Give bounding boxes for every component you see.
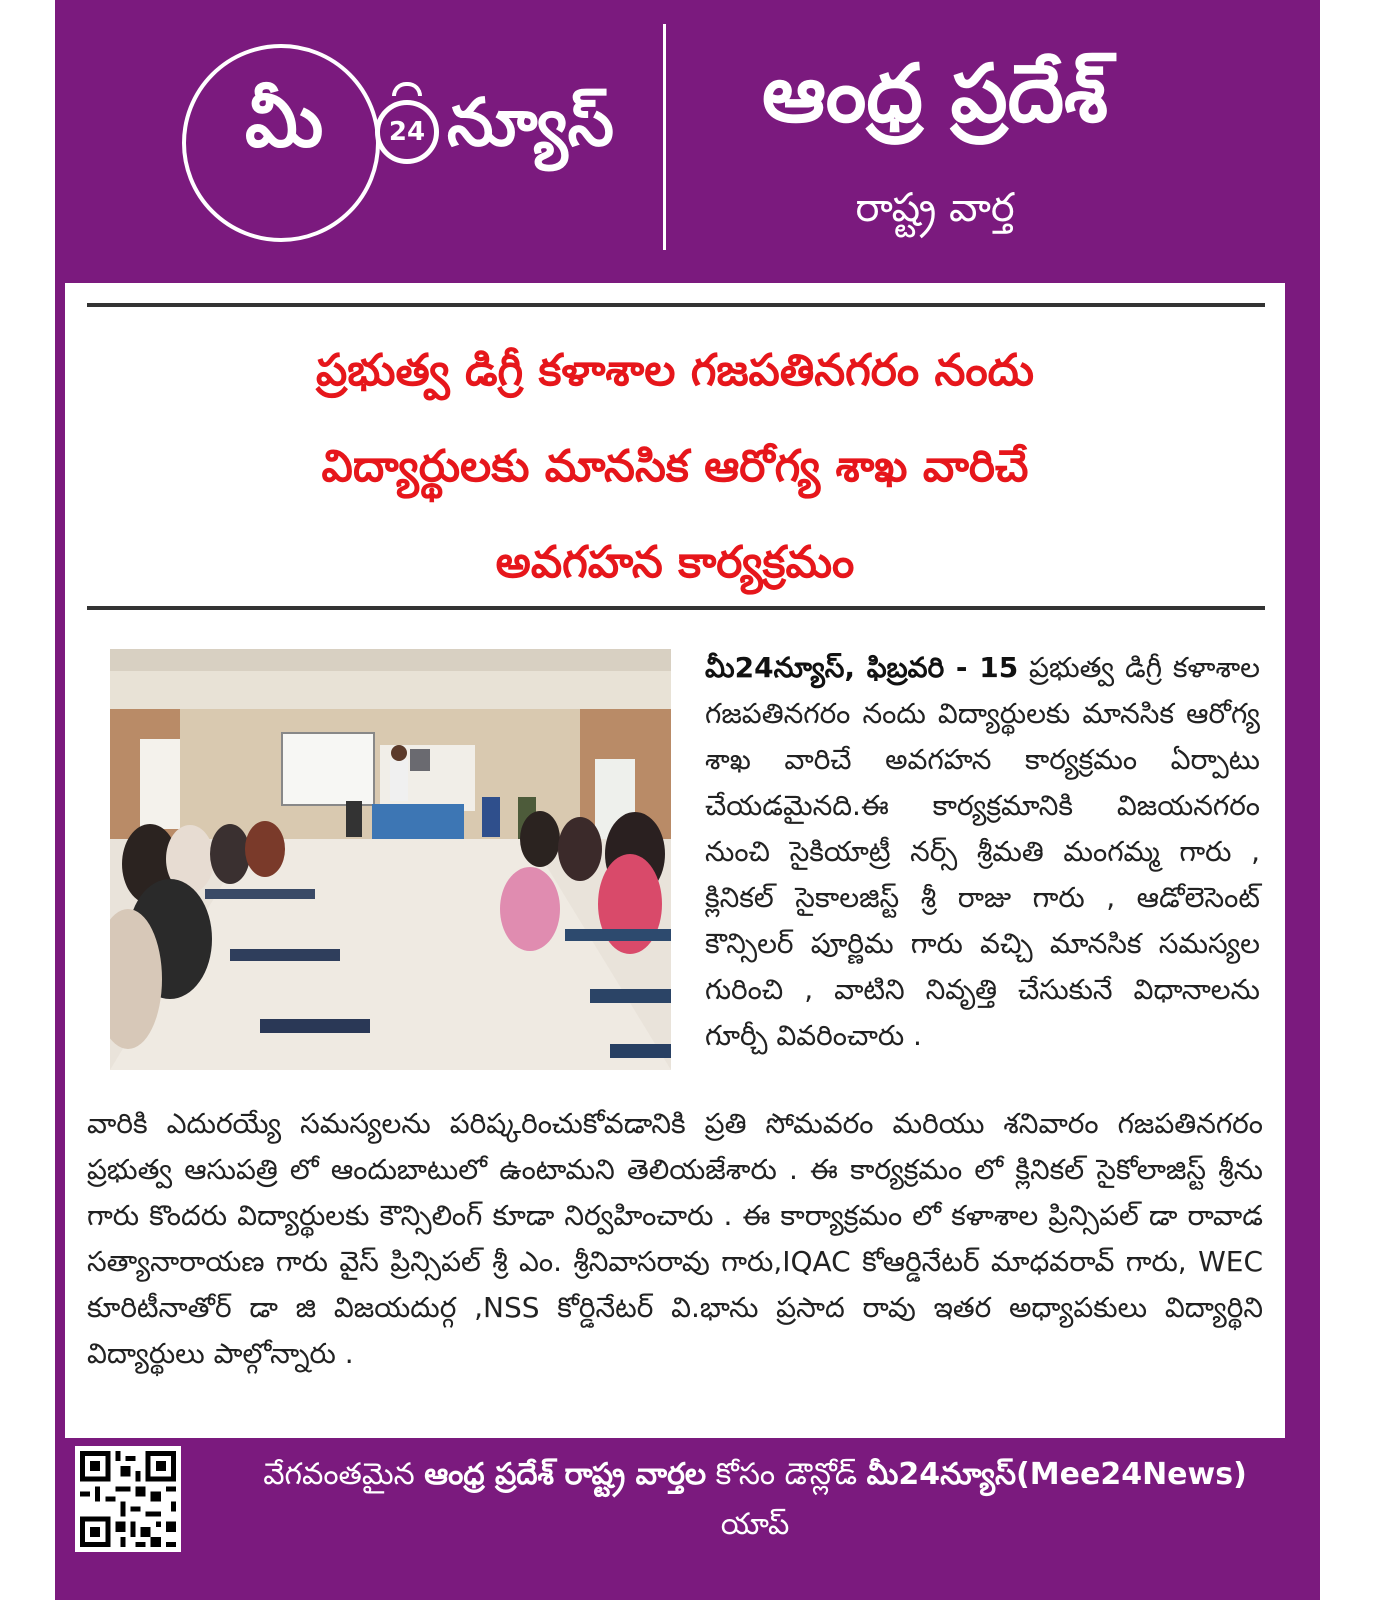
state-name: ఆంధ్ర ప్రదేశ్ [761, 47, 1109, 140]
article-lead [705, 645, 1260, 1059]
clock-icon: 24 [375, 100, 439, 164]
bottom-rule [87, 606, 1265, 610]
event-photo [110, 649, 671, 1070]
headline-line-3: అవగహన కార్యక్రమం [495, 537, 855, 588]
footer-text-before: వేగవంతమైన [263, 1457, 425, 1492]
header-banner [55, 0, 1320, 283]
state-subtitle: రాష్ట్ర వార్త [855, 185, 1015, 231]
footer-text-bold-1: ఆంధ్ర ప్రదేశ్ రాష్ట్ర వార్తల [424, 1457, 707, 1492]
footer-text-middle: కోసం డౌన్లోడ్ [706, 1457, 867, 1492]
logo-text-left: మీ [245, 78, 324, 164]
top-rule [87, 303, 1265, 307]
article-lead-text: ప్రభుత్వ డిగ్రీ కళాశాల గజపతినగరం నందు విద్యార్థులకు మానసిక ఆరోగ్య శాఖ వారిచే అవగహన కార్యక్రమం ఏర్పాటు చేయడమైనది.ఈ కార్యక్రమానికి విజయనగరం నుంచి సైకియాట్రీ నర్స్ శ్రీమతి మంగమ్మ గారు , క్లినికల్ సైకాలజిస్ట్ శ్రీ రాజు గారు , ఆడోలెసెంట్ కౌన్సిలర్ పూర్ణిమ గారు వచ్చి మానసిక సమస్యల గురించి , వాటిని నివృత్తి చేసుకునే విధానాలను గూర్చీ వివరించారు . [705, 651, 1260, 1052]
headline [95, 323, 1255, 611]
article-body: వారికి ఎదురయ్యే సమస్యలను పరిష్కరించుకోవడానికి ప్రతి సోమవరం మరియు శనివారం గజపతినగరం ప్రభుత్వ ఆసుపత్రి లో ఆందుబాటులో ఉంటామని తెలియజేశారు . ఈ కార్యక్రమం లో క్లినికల్ సైకోలాజిస్ట్ శ్రీను గారు కొందరు విద్యార్థులకు కౌన్సిలింగ్ కూడా నిర్వహించారు . ఈ కార్యాక్రమం లో కళాశాల ప్రిన్సిపల్ డా రావాడ సత్యానారాయణ గారు వైస్ ప్రిన్సిపల్ శ్రీ ఎం. శ్రీనివాసరావు గారు,IQAC కోఆర్డినేటర్ మాధవరావ్ గారు, WEC కూరిటీనాతోర్ డా జి విజయదుర్గ ,NSS కోర్డినేటర్ వి.భాను ప్రసాద రావు ఇతర అధ్యాపకులు విద్యార్థిని విద్యార్థులు పాల్గోన్నారు . [87, 1107, 1263, 1370]
footer-download-text [195, 1450, 1315, 1550]
article-panel [65, 283, 1285, 1438]
headline-line-1: ప్రభుత్వ డిగ్రీ కళాశాల గజపతినగరం నందు [316, 345, 1034, 396]
article-dateline: మీ24న్యూస్, ఫిబ్రవరి - 15 [705, 651, 1019, 684]
headline-line-2: విద్యార్థులకు మానసిక ఆరోగ్య శాఖ వారిచే [321, 441, 1029, 492]
logo-text-right: న్యూస్ [447, 84, 614, 161]
clock-bell-icon [392, 82, 422, 96]
footer-text-after: యాప్ [720, 1507, 790, 1542]
footer-banner [55, 1438, 1320, 1600]
page-frame [55, 0, 1320, 1600]
qr-code-icon [75, 1446, 181, 1552]
footer-app-name: మీ24న్యూస్(Mee24News) [866, 1457, 1247, 1492]
header-divider [663, 24, 666, 250]
